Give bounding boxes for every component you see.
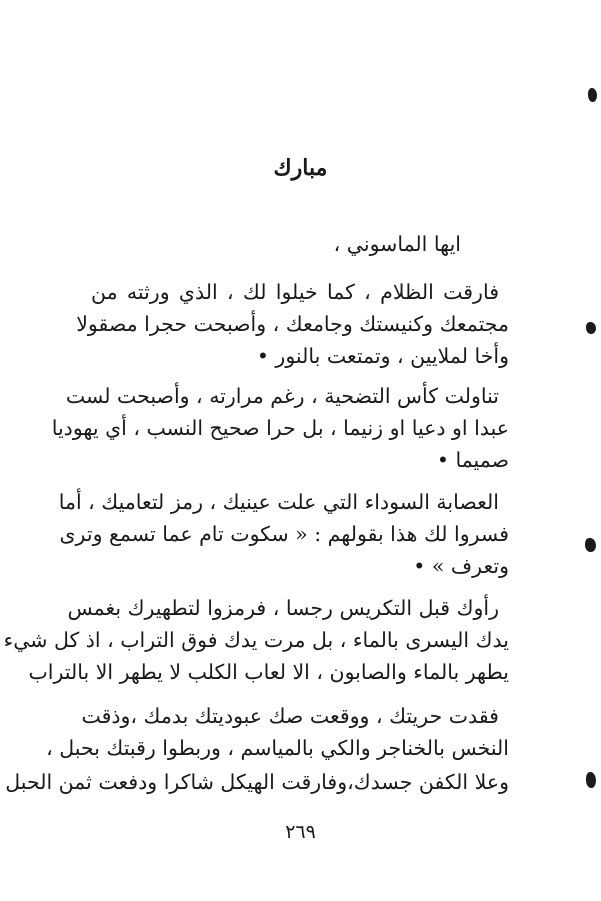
page-title: مبارك <box>273 155 328 181</box>
text-line: النخس بالخناجر والكي بالمياسم ، وربطوا رقبتك بحبل ، <box>46 736 509 760</box>
text-line: وعلا الكفن جسدك،وفارقت الهيكل شاكرا ودفعت ثمن الحبل <box>5 770 509 794</box>
text-line: صميما • <box>436 448 509 472</box>
text-line: وأخا لملايين ، وتمتعت بالنور • <box>256 344 509 368</box>
text-line: رأوك قبل التكريس رجسا ، فرمزوا لتطهيرك بغمس <box>67 596 499 620</box>
text-line: يدك اليسرى بالماء ، بل مرت يدك فوق التراب ، اذ كل شيء <box>3 628 509 652</box>
text-line: مجتمعك وكنيستك وجامعك ، وأصبحت حجرا مصقولا <box>76 312 509 336</box>
text-line: يطهر بالماء والصابون ، الا لعاب الكلب لا يطهر الا بالتراب <box>28 660 509 684</box>
text-line: عبدا او دعيا او زنيما ، بل حرا صحيح النسب ، أي يهوديا <box>51 416 509 440</box>
text-line: تناولت كأس التضحية ، رغم مرارته ، وأصبحت لست <box>65 384 499 408</box>
scan-mark <box>588 88 597 102</box>
text-line: وتعرف » • <box>413 554 509 578</box>
scan-mark <box>586 772 596 788</box>
text-line: ايها الماسوني ، <box>333 232 461 256</box>
text-line: فقدت حريتك ، ووقعت صك عبوديتك بدمك ،وذقت <box>81 704 499 728</box>
scan-mark <box>586 322 596 334</box>
text-line: فسروا لك هذا بقولهم : « سكوت تام عما تسمع وترى <box>59 522 509 546</box>
text-line: العصابة السوداء التي علت عينيك ، رمز لتعاميك ، أما <box>58 490 499 514</box>
page-number: ٢٦٩ <box>285 821 316 843</box>
scan-mark <box>585 538 596 552</box>
text-line: فارقت الظلام ، كما خيلوا لك ، الذي ورثته من <box>91 280 499 304</box>
